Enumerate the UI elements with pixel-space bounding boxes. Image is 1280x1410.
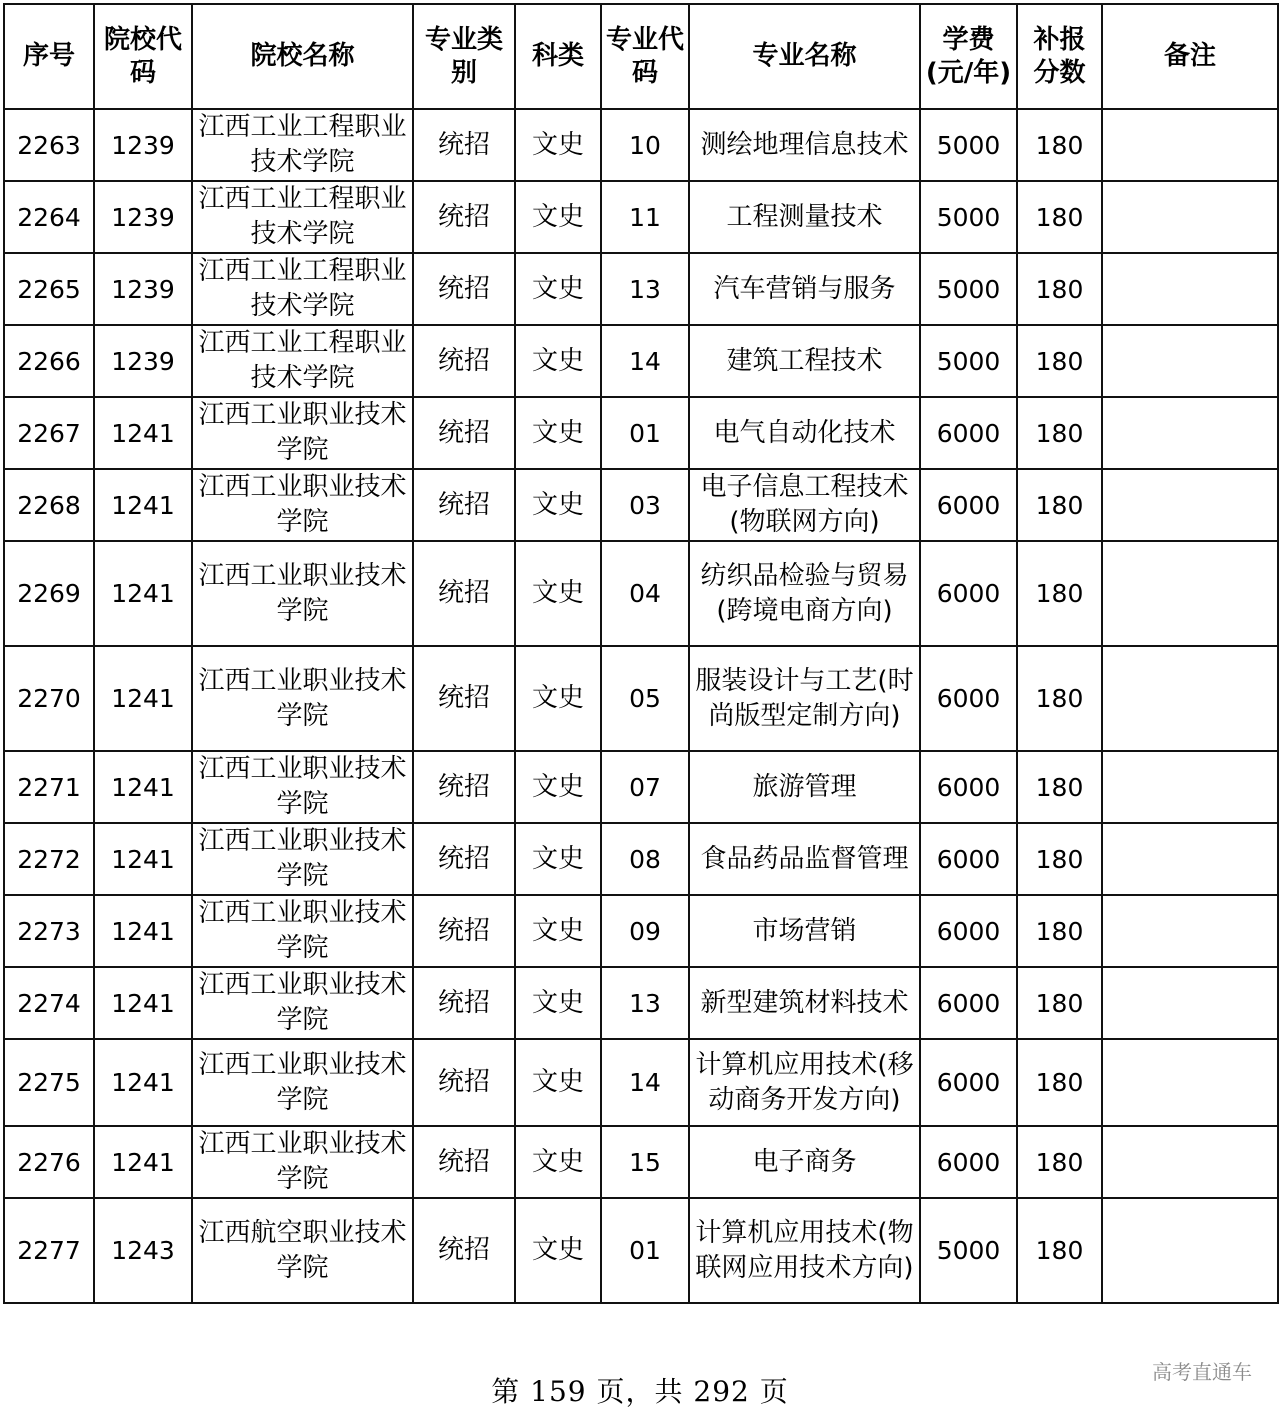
cell-school-name: 江西工业职业技术学院 (192, 1126, 413, 1198)
cell-major-code: 05 (601, 646, 689, 751)
cell-seq: 2274 (4, 967, 94, 1039)
cell-tuition: 6000 (920, 541, 1017, 646)
cell-note (1102, 397, 1278, 469)
cell-score: 180 (1017, 1039, 1102, 1126)
cell-major-name: 纺织品检验与贸易(跨境电商方向) (689, 541, 920, 646)
table-row (4, 325, 1278, 397)
header-score: 补报分数 (1017, 4, 1102, 109)
cell-category: 统招 (413, 109, 515, 181)
cell-seq: 2270 (4, 646, 94, 751)
cell-subject: 文史 (515, 823, 601, 895)
table-row (4, 823, 1278, 895)
cell-category: 统招 (413, 646, 515, 751)
cell-seq: 2266 (4, 325, 94, 397)
cell-school-code: 1239 (94, 253, 192, 325)
cell-subject: 文史 (515, 541, 601, 646)
table-row (4, 967, 1278, 1039)
cell-note (1102, 1039, 1278, 1126)
cell-score: 180 (1017, 397, 1102, 469)
cell-score: 180 (1017, 895, 1102, 967)
cell-seq: 2277 (4, 1198, 94, 1303)
cell-tuition: 6000 (920, 1126, 1017, 1198)
cell-major-name: 市场营销 (689, 895, 920, 967)
cell-major-code: 13 (601, 967, 689, 1039)
header-note: 备注 (1102, 4, 1278, 109)
cell-note (1102, 1198, 1278, 1303)
cell-seq: 2276 (4, 1126, 94, 1198)
cell-tuition: 6000 (920, 1039, 1017, 1126)
cell-school-name: 江西工业工程职业技术学院 (192, 181, 413, 253)
table-row (4, 1039, 1278, 1126)
cell-major-code: 01 (601, 1198, 689, 1303)
cell-major-code: 04 (601, 541, 689, 646)
table-row (4, 181, 1278, 253)
cell-tuition: 6000 (920, 895, 1017, 967)
cell-score: 180 (1017, 325, 1102, 397)
cell-tuition: 6000 (920, 823, 1017, 895)
cell-note (1102, 253, 1278, 325)
table-row (4, 1126, 1278, 1198)
cell-category: 统招 (413, 1198, 515, 1303)
cell-subject: 文史 (515, 181, 601, 253)
cell-note (1102, 541, 1278, 646)
cell-note (1102, 646, 1278, 751)
cell-major-name: 测绘地理信息技术 (689, 109, 920, 181)
cell-seq: 2272 (4, 823, 94, 895)
cell-seq: 2265 (4, 253, 94, 325)
cell-note (1102, 751, 1278, 823)
cell-tuition: 6000 (920, 967, 1017, 1039)
cell-major-name: 建筑工程技术 (689, 325, 920, 397)
cell-score: 180 (1017, 469, 1102, 541)
cell-seq: 2275 (4, 1039, 94, 1126)
cell-subject: 文史 (515, 1126, 601, 1198)
cell-seq: 2269 (4, 541, 94, 646)
cell-school-name: 江西工业职业技术学院 (192, 397, 413, 469)
cell-school-code: 1241 (94, 1039, 192, 1126)
cell-subject: 文史 (515, 1198, 601, 1303)
cell-school-code: 1241 (94, 895, 192, 967)
cell-major-code: 11 (601, 181, 689, 253)
cell-subject: 文史 (515, 253, 601, 325)
cell-major-name: 计算机应用技术(移动商务开发方向) (689, 1039, 920, 1126)
cell-score: 180 (1017, 967, 1102, 1039)
cell-score: 180 (1017, 1198, 1102, 1303)
cell-major-code: 13 (601, 253, 689, 325)
header-category: 专业类别 (413, 4, 515, 109)
cell-category: 统招 (413, 181, 515, 253)
cell-score: 180 (1017, 109, 1102, 181)
cell-major-name: 计算机应用技术(物联网应用技术方向) (689, 1198, 920, 1303)
watermark: 高考直通车 (1152, 1360, 1252, 1384)
cell-school-code: 1241 (94, 469, 192, 541)
cell-major-name: 旅游管理 (689, 751, 920, 823)
table-row (4, 1198, 1278, 1303)
header-major-code: 专业代码 (601, 4, 689, 109)
cell-category: 统招 (413, 541, 515, 646)
cell-school-name: 江西工业职业技术学院 (192, 1039, 413, 1126)
cell-seq: 2263 (4, 109, 94, 181)
cell-school-name: 江西工业职业技术学院 (192, 469, 413, 541)
cell-school-name: 江西工业职业技术学院 (192, 541, 413, 646)
cell-category: 统招 (413, 895, 515, 967)
cell-category: 统招 (413, 253, 515, 325)
cell-major-name: 服装设计与工艺(时尚版型定制方向) (689, 646, 920, 751)
cell-school-code: 1239 (94, 181, 192, 253)
header-school-code: 院校代码 (94, 4, 192, 109)
cell-subject: 文史 (515, 109, 601, 181)
cell-tuition: 5000 (920, 1198, 1017, 1303)
cell-tuition: 6000 (920, 751, 1017, 823)
cell-category: 统招 (413, 823, 515, 895)
table-row (4, 646, 1278, 751)
cell-school-code: 1241 (94, 751, 192, 823)
cell-subject: 文史 (515, 751, 601, 823)
cell-note (1102, 823, 1278, 895)
cell-note (1102, 181, 1278, 253)
table-row (4, 895, 1278, 967)
cell-major-code: 01 (601, 397, 689, 469)
cell-school-code: 1241 (94, 823, 192, 895)
table-row (4, 109, 1278, 181)
cell-major-name: 电气自动化技术 (689, 397, 920, 469)
cell-category: 统招 (413, 1039, 515, 1126)
cell-tuition: 6000 (920, 397, 1017, 469)
cell-seq: 2267 (4, 397, 94, 469)
cell-category: 统招 (413, 967, 515, 1039)
cell-school-code: 1241 (94, 397, 192, 469)
cell-score: 180 (1017, 541, 1102, 646)
cell-score: 180 (1017, 181, 1102, 253)
header-row (4, 4, 1278, 109)
cell-tuition: 6000 (920, 646, 1017, 751)
cell-major-code: 10 (601, 109, 689, 181)
cell-school-code: 1241 (94, 1126, 192, 1198)
header-subject: 科类 (515, 4, 601, 109)
cell-subject: 文史 (515, 469, 601, 541)
cell-subject: 文史 (515, 397, 601, 469)
cell-note (1102, 895, 1278, 967)
cell-subject: 文史 (515, 1039, 601, 1126)
cell-score: 180 (1017, 751, 1102, 823)
cell-subject: 文史 (515, 646, 601, 751)
header-school-name: 院校名称 (192, 4, 413, 109)
table-row (4, 469, 1278, 541)
cell-note (1102, 325, 1278, 397)
cell-major-name: 汽车营销与服务 (689, 253, 920, 325)
header-major-name: 专业名称 (689, 4, 920, 109)
cell-major-code: 15 (601, 1126, 689, 1198)
cell-tuition: 6000 (920, 469, 1017, 541)
cell-school-name: 江西工业职业技术学院 (192, 646, 413, 751)
cell-school-code: 1243 (94, 1198, 192, 1303)
cell-school-name: 江西工业职业技术学院 (192, 895, 413, 967)
cell-tuition: 5000 (920, 181, 1017, 253)
cell-school-name: 江西工业工程职业技术学院 (192, 325, 413, 397)
cell-subject: 文史 (515, 325, 601, 397)
header-seq: 序号 (4, 4, 94, 109)
header-tuition: 学费(元/年) (920, 4, 1017, 109)
cell-note (1102, 109, 1278, 181)
cell-major-code: 07 (601, 751, 689, 823)
cell-school-name: 江西工业职业技术学院 (192, 967, 413, 1039)
table-body (4, 109, 1278, 1303)
cell-major-code: 08 (601, 823, 689, 895)
cell-major-name: 食品药品监督管理 (689, 823, 920, 895)
cell-note (1102, 967, 1278, 1039)
cell-school-code: 1241 (94, 541, 192, 646)
cell-major-code: 03 (601, 469, 689, 541)
cell-seq: 2273 (4, 895, 94, 967)
cell-school-name: 江西工业职业技术学院 (192, 823, 413, 895)
admission-table (3, 3, 1279, 1304)
cell-major-code: 09 (601, 895, 689, 967)
table-row (4, 751, 1278, 823)
cell-major-name: 电子信息工程技术(物联网方向) (689, 469, 920, 541)
cell-category: 统招 (413, 1126, 515, 1198)
cell-seq: 2264 (4, 181, 94, 253)
cell-note (1102, 1126, 1278, 1198)
cell-seq: 2268 (4, 469, 94, 541)
cell-school-code: 1239 (94, 109, 192, 181)
cell-school-name: 江西工业工程职业技术学院 (192, 253, 413, 325)
cell-note (1102, 469, 1278, 541)
cell-tuition: 5000 (920, 109, 1017, 181)
cell-category: 统招 (413, 397, 515, 469)
cell-score: 180 (1017, 253, 1102, 325)
table-row (4, 253, 1278, 325)
page-number: 第 159 页，共 292 页 (491, 1375, 789, 1408)
cell-school-name: 江西航空职业技术学院 (192, 1198, 413, 1303)
cell-tuition: 5000 (920, 325, 1017, 397)
cell-category: 统招 (413, 325, 515, 397)
cell-score: 180 (1017, 823, 1102, 895)
cell-school-code: 1241 (94, 967, 192, 1039)
cell-major-code: 14 (601, 325, 689, 397)
cell-school-code: 1241 (94, 646, 192, 751)
cell-category: 统招 (413, 469, 515, 541)
table-row (4, 397, 1278, 469)
cell-school-code: 1239 (94, 325, 192, 397)
cell-subject: 文史 (515, 967, 601, 1039)
table-row (4, 541, 1278, 646)
cell-seq: 2271 (4, 751, 94, 823)
cell-major-name: 新型建筑材料技术 (689, 967, 920, 1039)
cell-major-code: 14 (601, 1039, 689, 1126)
cell-major-name: 电子商务 (689, 1126, 920, 1198)
cell-school-name: 江西工业职业技术学院 (192, 751, 413, 823)
cell-subject: 文史 (515, 895, 601, 967)
cell-category: 统招 (413, 751, 515, 823)
cell-score: 180 (1017, 1126, 1102, 1198)
cell-school-name: 江西工业工程职业技术学院 (192, 109, 413, 181)
cell-major-name: 工程测量技术 (689, 181, 920, 253)
cell-score: 180 (1017, 646, 1102, 751)
cell-tuition: 5000 (920, 253, 1017, 325)
